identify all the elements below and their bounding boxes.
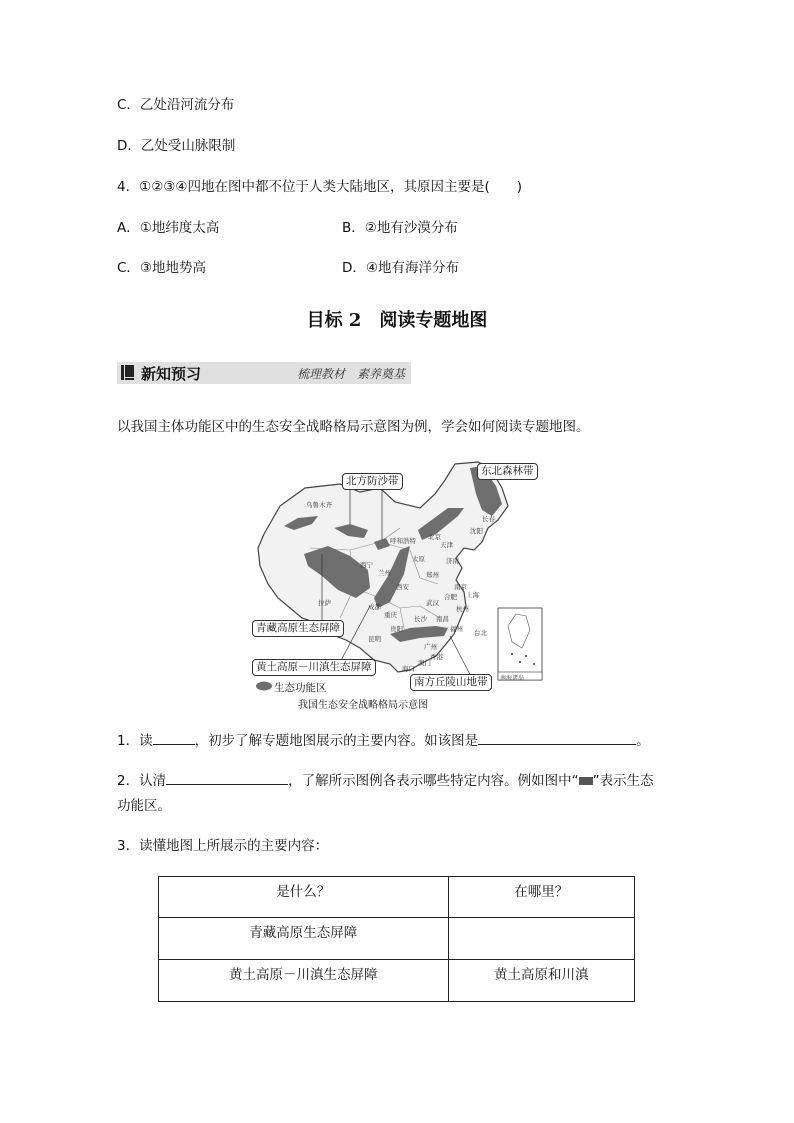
city-label: 南昌 bbox=[436, 615, 449, 623]
table-header-row bbox=[159, 877, 635, 918]
preview-label: 新知预习 bbox=[141, 365, 202, 383]
cell-where: 黄土高原和川滇 bbox=[448, 960, 634, 1002]
question-4-option-c: C．③地地势高 bbox=[117, 260, 207, 276]
q1-before: 1．读 bbox=[117, 733, 153, 749]
ecological-security-map bbox=[250, 458, 550, 711]
label-northeast-forest: 东北森林带 bbox=[477, 463, 538, 480]
city-label: 上海 bbox=[466, 591, 479, 599]
book-icon bbox=[121, 365, 134, 380]
city-label: 西宁 bbox=[360, 561, 373, 569]
question-4-option-a: A．①地纬度太高 bbox=[117, 220, 220, 236]
blank-2[interactable] bbox=[166, 770, 288, 785]
label-south-hills: 南方丘陵山地带 bbox=[410, 674, 492, 691]
city-label: 成都 bbox=[368, 603, 381, 611]
cell-what: 青藏高原生态屏障 bbox=[159, 918, 449, 960]
city-label: 郑州 bbox=[426, 571, 439, 579]
header-where: 在哪里？ bbox=[448, 877, 634, 918]
map-caption: 我国生态安全战略格局示意图 bbox=[298, 700, 428, 711]
map-content-table bbox=[158, 876, 635, 1002]
city-label: 武汉 bbox=[426, 599, 439, 607]
city-label: 长沙 bbox=[414, 615, 427, 623]
fill-in-2 bbox=[117, 770, 654, 791]
label-north-sand: 北方防沙带 bbox=[342, 473, 403, 490]
city-label: 济南 bbox=[446, 557, 459, 565]
q1-after: 。 bbox=[636, 733, 650, 749]
legend-symbol-icon bbox=[579, 777, 593, 785]
city-label: 长春 bbox=[482, 515, 495, 523]
legend-label: 生态功能区 bbox=[274, 682, 327, 694]
city-label: 太原 bbox=[412, 555, 425, 563]
q1-middle: ，初步了解专题地图展示的主要内容。如该图是 bbox=[194, 733, 479, 749]
question-3: 3．读懂地图上所展示的主要内容： bbox=[117, 838, 329, 854]
fill-in-1 bbox=[117, 730, 650, 751]
city-label: 天津 bbox=[440, 541, 453, 549]
preview-header-bar bbox=[117, 362, 411, 384]
q2-before: 2．认清 bbox=[117, 773, 167, 789]
blank-1b[interactable] bbox=[478, 730, 636, 745]
q2-middle: ，了解所示图例各表示哪些特定内容。例如图中“ bbox=[288, 773, 579, 789]
option-c-prev: C．乙处沿河流分布 bbox=[117, 97, 235, 113]
city-label: 乌鲁木齐 bbox=[306, 501, 332, 509]
section-title: 目标 2 阅读专题地图 bbox=[306, 310, 488, 331]
south-sea-inset bbox=[498, 608, 542, 680]
city-label: 澳门 bbox=[418, 659, 431, 667]
inset-label: 南海诸岛 bbox=[500, 675, 525, 682]
preview-subtitle: 梳理教材 素养奠基 bbox=[296, 367, 405, 381]
city-label: 兰州 bbox=[378, 569, 391, 577]
cell-what: 黄土高原－川滇生态屏障 bbox=[159, 960, 449, 1002]
legend-swatch bbox=[256, 682, 272, 691]
blank-1a[interactable] bbox=[153, 730, 195, 745]
city-label: 贵阳 bbox=[390, 625, 403, 633]
city-label: 福州 bbox=[450, 625, 463, 633]
city-label: 重庆 bbox=[384, 611, 397, 619]
fill-in-2-line2: 功能区。 bbox=[117, 798, 171, 814]
table-row bbox=[159, 960, 635, 1002]
label-huangtu: 黄土高原－川滇生态屏障 bbox=[252, 659, 376, 676]
question-4-option-b: B．②地有沙漠分布 bbox=[342, 220, 458, 236]
option-d-prev: D．乙处受山脉限制 bbox=[117, 138, 236, 154]
label-qingzang: 青藏高原生态屏障 bbox=[252, 620, 344, 637]
city-label: 拉萨 bbox=[318, 599, 331, 607]
city-label: 南京 bbox=[454, 583, 467, 591]
city-label: 香港 bbox=[430, 653, 443, 661]
header-what: 是什么？ bbox=[159, 877, 449, 918]
city-label: 杭州 bbox=[456, 605, 469, 613]
city-label: 台北 bbox=[474, 629, 487, 637]
intro-text: 以我国主体功能区中的生态安全战略格局示意图为例，学会如何阅读专题地图。 bbox=[117, 419, 590, 435]
city-label: 广州 bbox=[424, 643, 437, 651]
city-label: 呼和浩特 bbox=[390, 537, 416, 545]
table-row bbox=[159, 918, 635, 960]
city-label: 海口 bbox=[402, 665, 415, 673]
city-label: 昆明 bbox=[368, 635, 381, 643]
question-4-stem: 4．①②③④四地在图中都不位于人类大陆地区，其原因主要是( ) bbox=[117, 179, 523, 195]
city-label: 北京 bbox=[428, 533, 441, 541]
q2-after: ”表示生态 bbox=[592, 773, 654, 789]
cell-where[interactable] bbox=[448, 918, 634, 960]
question-4-option-d: D．④地有海洋分布 bbox=[342, 260, 459, 276]
city-label: 沈阳 bbox=[470, 527, 483, 535]
city-label: 合肥 bbox=[444, 593, 457, 601]
city-label: 西安 bbox=[396, 583, 409, 591]
china-land bbox=[258, 462, 508, 672]
